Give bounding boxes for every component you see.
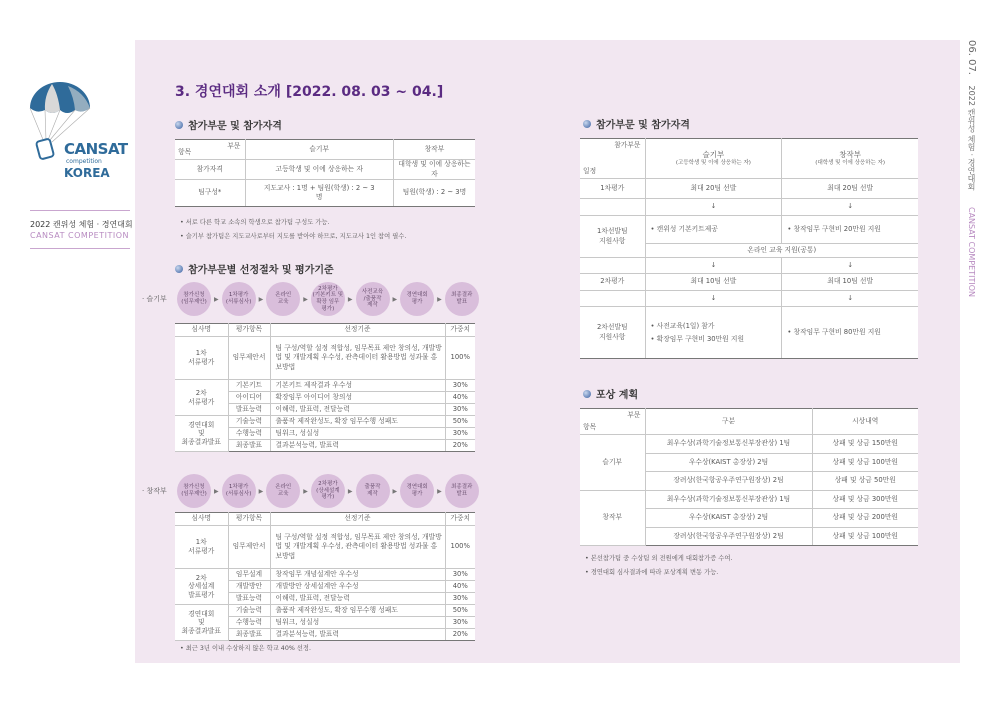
col-header: 창작부 [393,140,475,160]
cell: 팀 구성/역할 설정 적합성, 임무목표 제안 창의성, 개발방법 및 개발계획 우수성, 관측데이터 활용방법 성과물 홍보방법 [270,526,445,569]
corner-cell [175,140,245,160]
col-header [645,139,782,179]
evaluation-table-changjak [175,512,475,641]
process-step: 1차평가 (서류심사) [222,282,256,316]
down-arrow-icon: ↓ [782,258,918,274]
corner-top: 부문 [627,411,641,419]
arrow-right-icon: ▶ [347,295,353,303]
evaluation-table-seulgi [175,323,475,452]
cell: 100% [445,526,475,569]
note: • 슬기부 참가팀은 지도교사로부터 지도를 받아야 하므로, 지도교사 1인 참여 필수. [180,233,407,240]
note: • 경연대회 심사결과에 따라 포상계획 변동 가능. [585,569,719,576]
cell: 팀원(학생) : 2 ~ 3명 [393,180,475,207]
schedule-table [580,138,918,359]
cell: 임무제안서 [228,526,270,569]
corner-bottom: 일정 [583,166,597,175]
cell: 최대 10팀 선발 [782,274,918,291]
down-arrow-icon: ↓ [645,258,782,274]
process-step: 최종결과 발표 [445,474,479,508]
cell: 개발방안 상세설계안 우수성 [270,581,445,593]
bullet-icon [583,390,591,398]
row-label: 참가자격 [175,160,245,180]
note: • 서로 다른 학교 소속의 학생으로 참가팀 구성도 가능. [180,219,330,226]
col-header: 심사명 [175,513,228,526]
running-subtitle: CANSAT COMPETITION [967,207,976,298]
section-heading [583,116,690,131]
col-name: 슬기부 [702,149,725,159]
arrow-right-icon: ▶ [347,487,353,495]
process-flow-changjak [142,474,479,508]
cell: 임무제안서 [228,337,270,380]
row-label: 1차평가 [580,179,645,199]
down-arrow-icon: ↓ [645,199,782,216]
down-arrow-icon: ↓ [782,291,918,307]
cell: 40% [445,581,475,593]
process-flow-seulgi [142,282,479,316]
cell: 50% [445,416,475,428]
cell: 최대 20팀 선발 [782,179,918,199]
cell: 우수상(KAIST 총장상) 2팀 [645,509,812,528]
cell: 팀 구성/역할 설정 적합성, 임무목표 제안 창의성, 개발방법 및 개발계획 우수성, 관측데이터 활용방법 성과물 홍보방법 [270,337,445,380]
cell: 이해력, 발표력, 전달능력 [270,593,445,605]
process-step: 참가신청 (임무제안) [177,282,211,316]
cell: 20% [445,440,475,452]
logo-country: KOREA [64,166,110,180]
cell: 대학생 및 이에 상응하는 자 [393,160,475,180]
process-step: 1차평가 (서류심사) [222,474,256,508]
divider [30,210,130,211]
cell: 기술능력 [228,605,270,617]
cell: 30% [445,380,475,392]
arrow-right-icon: ▶ [303,295,308,303]
cell: 2차 상세설계 발표평가 [175,569,228,605]
cell: 30% [445,569,475,581]
cell: 최우수상(과학기술정보통신부장관상) 1팀 [645,435,812,454]
cell: 최종발표 [228,629,270,641]
cell: • 창작임무 구현비 20만원 지원 [782,216,918,244]
logo-wordmark: CANSAT [64,140,128,158]
logo-subtitle: competition [66,158,102,165]
cell: 1차 서류평가 [175,337,228,380]
cell: 우수상(KAIST 총장상) 2팀 [645,453,812,472]
cell: 팀워크, 성실성 [270,617,445,629]
cell: 20% [445,629,475,641]
process-step: 경연대회 평가 [400,474,434,508]
event-title: 2022 캔위성 체험 · 경연대회 [30,220,133,229]
corner-top: 참가부문 [614,141,641,149]
eligibility-table [175,139,475,207]
running-title: 2022 캔위성 체험 · 경연대회 [967,85,976,191]
col-header: 선정기준 [270,513,445,526]
cell: 개발방안 [228,581,270,593]
cell: 아이디어 [228,392,270,404]
cell: 고등학생 및 이에 상응하는 자 [245,160,393,180]
row-label: 2차평가 [580,274,645,291]
corner-bottom: 항목 [178,147,192,156]
process-step: 사전교육 /출품작 제작 [356,282,390,316]
col-header: 구분 [645,409,812,435]
cell: 100% [445,337,475,380]
cell: 출품작 제작완성도, 확장 임무수행 성패도 [270,416,445,428]
event-subtitle: CANSAT COMPETITION [30,231,129,240]
row-label: 1차선발팀 지원사항 [580,216,645,258]
cell: 장려상(한국항공우주연구원장상) 2팀 [645,527,812,546]
cell: 팀워크, 성실성 [270,428,445,440]
col-header: 평가항목 [228,324,270,337]
arrow-right-icon: ▶ [392,295,398,303]
col-header: 선정기준 [270,324,445,337]
cell: 발표능력 [228,593,270,605]
cell: • 캔위성 기본키트제공 [645,216,782,244]
corner-cell [580,139,645,179]
arrow-right-icon: ▶ [214,487,219,495]
col-sub: (고등학생 및 이에 상응하는 자) [675,159,751,166]
cell: 수행능력 [228,428,270,440]
cell: 최종발표 [228,440,270,452]
cell: 30% [445,617,475,629]
process-step: 2차평가 (상세설계 평가) [311,474,345,508]
cell: 30% [445,593,475,605]
col-header: 시상내역 [812,409,918,435]
bullet-icon [175,121,183,129]
col-name: 창작부 [839,149,862,159]
cell: 1차 서류평가 [175,526,228,569]
arrow-right-icon: ▶ [437,487,442,495]
vertical-running-header [966,40,977,297]
cell: 이해력, 발표력, 전달능력 [270,404,445,416]
down-arrow-icon: ↓ [645,291,782,307]
arrow-right-icon: ▶ [258,295,264,303]
process-step: 최종결과 발표 [445,282,479,316]
arrow-right-icon: ▶ [392,487,398,495]
cell: 지도교사 : 1명 + 팀원(학생) : 2 ~ 3명 [245,180,393,207]
cell: 발표능력 [228,404,270,416]
process-step: 온라인 교육 [266,282,300,316]
cell: 임무설계 [228,569,270,581]
row-label: 2차선발팀 지원사항 [580,307,645,359]
cell: 상패 및 상금 100만원 [812,453,918,472]
cell: 2차 서류평가 [175,380,228,416]
col-header: 가중치 [445,324,475,337]
down-arrow-icon: ↓ [782,199,918,216]
page-numbers: 06. 07. [966,40,977,75]
division-label: · 슬기부 [142,295,167,303]
cell: 50% [445,605,475,617]
process-step: 2차평가 (기본키트 및 확장 임무 평가) [311,282,345,316]
cell: 상패 및 상금 200만원 [812,509,918,528]
page-title: 3. 경연대회 소개 [2022. 08. 03 ~ 04.] [175,84,444,100]
cell: 최우수상(과학기술정보통신부장관상) 1팀 [645,490,812,509]
cell: 기본키트 [228,380,270,392]
cell: 온라인 교육 지원(공통) [645,244,918,258]
heading-text: 참가부문 및 참가자격 [596,120,690,131]
cell: 기본키트 제작결과 우수성 [270,380,445,392]
corner-bottom: 항목 [583,422,597,431]
cell: • 사전교육(1일) 참가 • 확장임무 구현비 30만원 지원 [645,307,782,359]
cell: • 창작임무 구현비 80만원 지원 [782,307,918,359]
arrow-right-icon: ▶ [214,295,219,303]
awards-table [580,408,918,546]
corner-cell [580,409,645,435]
arrow-right-icon: ▶ [258,487,264,495]
cell: 상패 및 상금 100만원 [812,527,918,546]
divider [30,248,130,249]
cansat-logo [22,80,132,190]
cell: 상패 및 상금 50만원 [812,472,918,491]
section-heading [175,117,282,132]
note: • 최근 3년 이내 수상하지 않은 학교 40% 선정. [180,645,311,652]
process-step: 온라인 교육 [266,474,300,508]
arrow-right-icon: ▶ [303,487,308,495]
cell: 슬기부 [580,435,645,491]
col-header: 심사명 [175,324,228,337]
arrow-right-icon: ▶ [437,295,442,303]
process-step: 경연대회 평가 [400,282,434,316]
cell: 결과분석능력, 발표력 [270,629,445,641]
heading-text: 참가부문 및 참가자격 [188,121,282,132]
division-label: · 창작부 [142,487,167,495]
process-step: 참가신청 (임무제안) [177,474,211,508]
cell: 결과분석능력, 발표력 [270,440,445,452]
cell: 장려상(한국항공우주연구원장상) 2팀 [645,472,812,491]
col-header: 가중치 [445,513,475,526]
cell: 최대 20팀 선발 [645,179,782,199]
bullet-icon [175,265,183,273]
cell: 30% [445,404,475,416]
cell: 상패 및 상금 300만원 [812,490,918,509]
cell: 40% [445,392,475,404]
cell: 경연대회 및 최종결과발표 [175,416,228,452]
cell: 30% [445,428,475,440]
cell: 최대 10팀 선발 [645,274,782,291]
note: • 본선참가팀 중 수상팀 외 전원에게 대회참가증 수여. [585,555,733,562]
section-heading [175,261,334,276]
col-header [782,139,918,179]
cell: 창작임무 개념설계안 우수성 [270,569,445,581]
bullet-icon [583,120,591,128]
corner-top: 부문 [227,142,241,150]
heading-text: 참가부문별 선정절차 및 평가기준 [188,265,334,276]
cell: 수행능력 [228,617,270,629]
heading-text: 포상 계획 [596,390,639,401]
process-step: 출품작 제작 [356,474,390,508]
cell: 기술능력 [228,416,270,428]
col-sub: (대학생 및 이에 상응하는 자) [815,159,886,166]
col-header: 슬기부 [245,140,393,160]
cell: 창작부 [580,490,645,546]
col-header: 평가항목 [228,513,270,526]
cell: 상패 및 상금 150만원 [812,435,918,454]
row-label: 팀구성* [175,180,245,207]
cell: 확장임무 아이디어 창의성 [270,392,445,404]
section-heading [583,386,638,401]
cell: 경연대회 및 최종결과발표 [175,605,228,641]
cell: 출품작 제작완성도, 확장 임무수행 성패도 [270,605,445,617]
